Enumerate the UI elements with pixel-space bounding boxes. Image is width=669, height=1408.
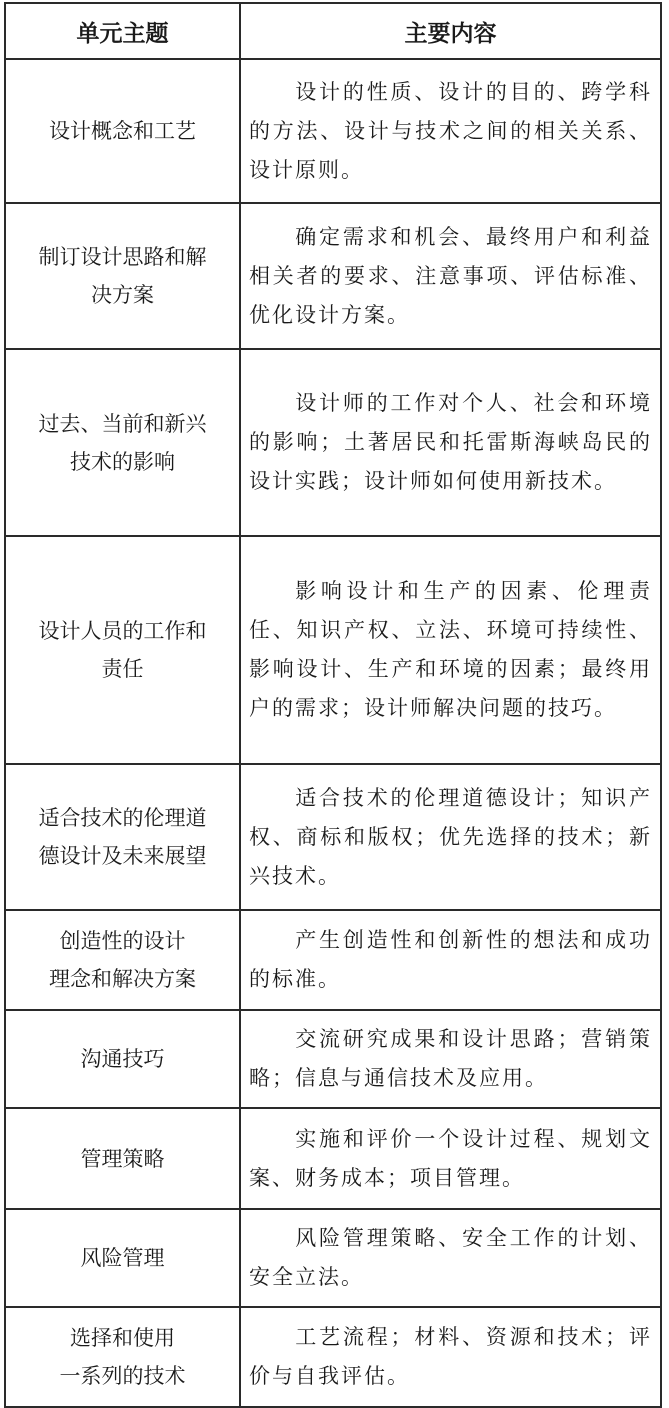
topic-line: 决方案	[91, 283, 154, 307]
topic-line: 风险管理	[80, 1246, 165, 1270]
topic-cell	[5, 764, 240, 910]
topic-line: 一系列的技术	[59, 1364, 186, 1388]
content-cell	[240, 910, 661, 1010]
content-text: 产生创造性和创新性的想法和成功的标准。	[249, 928, 652, 991]
table-row	[5, 1108, 661, 1209]
content-cell	[240, 59, 661, 203]
table-row	[5, 349, 661, 536]
content-cell	[240, 203, 661, 349]
topic-cell	[5, 910, 240, 1010]
table-row	[5, 1010, 661, 1108]
table-row	[5, 59, 661, 203]
topic-cell	[5, 1209, 240, 1307]
topic-line: 管理策略	[80, 1146, 165, 1171]
content-cell	[240, 1307, 661, 1407]
topic-line: 沟通技巧	[80, 1047, 165, 1071]
content-text: 影响设计和生产的因素、伦理责任、知识产权、立法、环境可持续性、影响设计、生产和环境的因素；最终用户的需求；设计师解决问题的技巧。	[249, 579, 652, 720]
content-cell	[240, 1010, 661, 1108]
content-text: 实施和评价一个设计过程、规划文案、财务成本；项目管理。	[249, 1126, 652, 1190]
table-row	[5, 536, 661, 764]
table-row	[5, 203, 661, 349]
content-cell	[240, 536, 661, 764]
topic-line: 德设计及未来展望	[38, 844, 207, 868]
header-topic: 单元主题	[5, 3, 240, 59]
topic-cell	[5, 1307, 240, 1407]
topic-line: 设计概念和工艺	[49, 119, 196, 143]
content-cell	[240, 1108, 661, 1209]
table-row	[5, 764, 661, 910]
topic-line: 创造性的设计	[59, 929, 186, 953]
topic-cell	[5, 536, 240, 764]
header-row	[5, 3, 661, 59]
content-text: 风险管理策略、安全工作的计划、安全立法。	[249, 1226, 652, 1289]
curriculum-table	[4, 2, 662, 1408]
topic-cell	[5, 349, 240, 536]
topic-line: 制订设计思路和解	[38, 245, 207, 269]
topic-line: 适合技术的伦理道	[38, 806, 207, 830]
content-cell	[240, 764, 661, 910]
content-text: 交流研究成果和设计思路；营销策略；信息与通信技术及应用。	[249, 1027, 652, 1090]
header-content: 主要内容	[240, 3, 661, 59]
content-cell	[240, 349, 661, 536]
content-text: 设计师的工作对个人、社会和环境的影响；土著居民和托雷斯海峡岛民的设计实践；设计师如何使用新技术。	[249, 391, 652, 493]
topic-line: 责任	[101, 657, 144, 681]
topic-line: 过去、当前和新兴	[38, 411, 207, 436]
topic-line: 技术的影响	[70, 449, 175, 474]
topic-line: 理念和解决方案	[49, 967, 196, 991]
content-cell	[240, 1209, 661, 1307]
table-row	[5, 910, 661, 1010]
topic-cell	[5, 203, 240, 349]
topic-cell	[5, 1010, 240, 1108]
content-text: 确定需求和机会、最终用户和利益相关者的要求、注意事项、评估标准、优化设计方案。	[249, 224, 652, 327]
content-text: 工艺流程；材料、资源和技术；评价与自我评估。	[249, 1325, 652, 1388]
table-row	[5, 1209, 661, 1307]
content-text: 设计的性质、设计的目的、跨学科的方法、设计与技术之间的相关关系、设计原则。	[249, 79, 652, 182]
topic-line: 设计人员的工作和	[38, 619, 207, 643]
topic-cell	[5, 1108, 240, 1209]
content-text: 适合技术的伦理道德设计；知识产权、商标和版权；优先选择的技术；新兴技术。	[249, 785, 652, 888]
topic-line: 选择和使用	[70, 1326, 175, 1350]
topic-cell	[5, 59, 240, 203]
table-row	[5, 1307, 661, 1407]
